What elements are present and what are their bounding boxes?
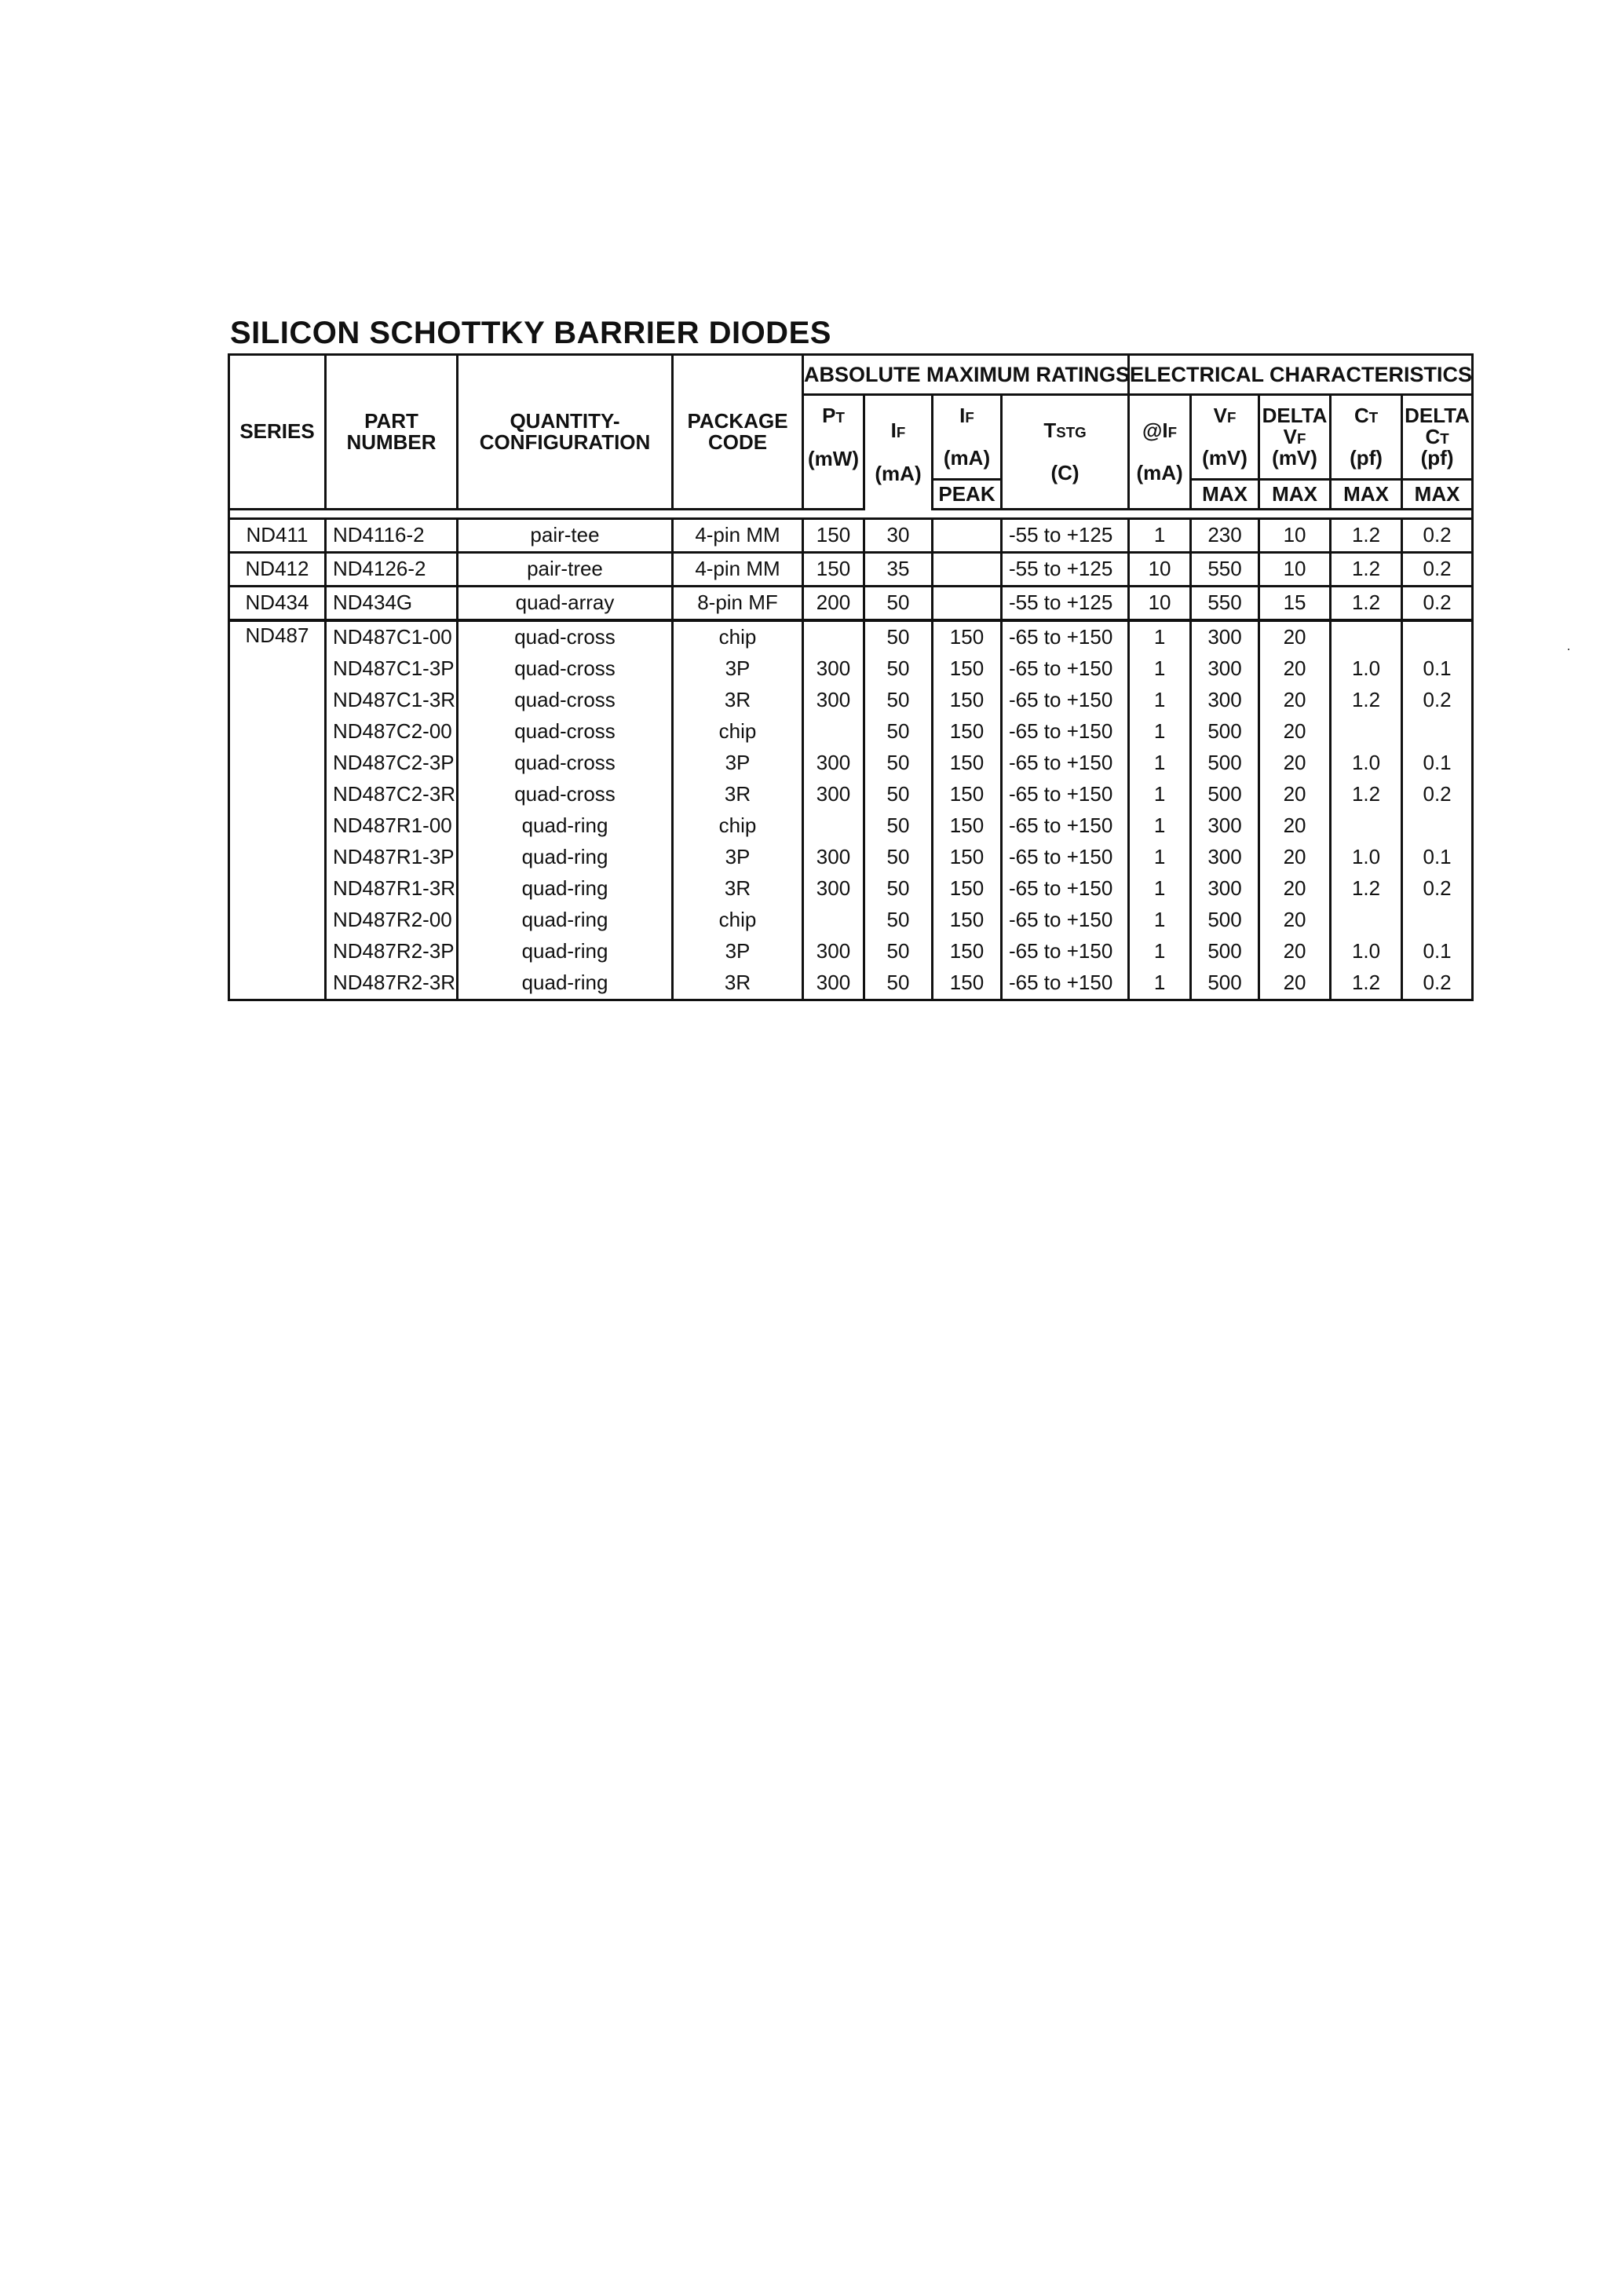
cell-at-if: 1 (1129, 905, 1191, 936)
cell-delta-ct: 0.1 (1402, 842, 1473, 873)
cell-tstg: -55 to +125 (1002, 553, 1129, 587)
cell-at-if: 10 (1129, 553, 1191, 587)
cell-part: ND487C1-00 (326, 620, 458, 653)
cell-delta-ct (1402, 716, 1473, 748)
cell-delta-vf: 20 (1259, 653, 1331, 685)
cell-package: chip (673, 905, 803, 936)
cell-tstg: -65 to +150 (1002, 936, 1129, 967)
cell-if-peak: 150 (933, 967, 1002, 1000)
cell-vf: 300 (1191, 653, 1259, 685)
cell-vf: 500 (1191, 967, 1259, 1000)
cell-vf: 500 (1191, 936, 1259, 967)
cell-package: 3P (673, 653, 803, 685)
cell-if-peak: 150 (933, 779, 1002, 810)
cell-vf: 500 (1191, 748, 1259, 779)
table-row (229, 967, 1473, 1000)
cell-pt: 300 (803, 653, 864, 685)
cell-part: ND487C1-3R (326, 685, 458, 716)
header-peak-label: PEAK (933, 480, 1002, 510)
cell-config: quad-array (458, 587, 673, 621)
cell-ct: 1.2 (1331, 553, 1402, 587)
page-title: SILICON SCHOTTKY BARRIER DIODES (230, 316, 831, 350)
cell-ct: 1.2 (1331, 519, 1402, 553)
cell-part: ND487C2-3R (326, 779, 458, 810)
cell-if: 50 (864, 620, 933, 653)
table-row (229, 587, 1473, 621)
cell-pt (803, 905, 864, 936)
cell-if: 50 (864, 653, 933, 685)
cell-at-if: 1 (1129, 873, 1191, 905)
table-row (229, 810, 1473, 842)
cell-if: 50 (864, 873, 933, 905)
cell-delta-vf: 20 (1259, 873, 1331, 905)
cell-part: ND487C2-3P (326, 748, 458, 779)
cell-if-peak: 150 (933, 873, 1002, 905)
cell-package: 3R (673, 685, 803, 716)
cell-pt: 150 (803, 519, 864, 553)
cell-if: 50 (864, 685, 933, 716)
cell-part: ND4126-2 (326, 553, 458, 587)
cell-package: 3R (673, 873, 803, 905)
cell-if-peak: 150 (933, 620, 1002, 653)
cell-ct: 1.2 (1331, 779, 1402, 810)
cell-if-peak (933, 553, 1002, 587)
cell-vf: 300 (1191, 873, 1259, 905)
cell-vf: 300 (1191, 685, 1259, 716)
cell-delta-vf: 15 (1259, 587, 1331, 621)
cell-if-peak: 150 (933, 842, 1002, 873)
header-vf-max: MAX (1191, 480, 1259, 510)
cell-delta-ct: 0.1 (1402, 653, 1473, 685)
cell-config: pair-tree (458, 553, 673, 587)
cell-vf: 500 (1191, 716, 1259, 748)
cell-vf: 300 (1191, 842, 1259, 873)
cell-if: 50 (864, 716, 933, 748)
cell-delta-ct: 0.2 (1402, 967, 1473, 1000)
cell-delta-ct: 0.1 (1402, 748, 1473, 779)
table-row (229, 620, 1473, 653)
header-delta-vf: DELTA VF (mV) (1259, 395, 1331, 480)
table-row (229, 553, 1473, 587)
cell-if-peak: 150 (933, 936, 1002, 967)
cell-config: quad-cross (458, 748, 673, 779)
header-delta-ct-max: MAX (1402, 480, 1473, 510)
cell-tstg: -65 to +150 (1002, 905, 1129, 936)
cell-part: ND487R1-00 (326, 810, 458, 842)
cell-delta-vf: 20 (1259, 810, 1331, 842)
cell-tstg: -65 to +150 (1002, 748, 1129, 779)
cell-vf: 500 (1191, 905, 1259, 936)
cell-tstg: -65 to +150 (1002, 653, 1129, 685)
group-header-electrical: ELECTRICAL CHARACTERISTICS (1129, 355, 1473, 395)
cell-delta-vf: 20 (1259, 716, 1331, 748)
header-if-peak: IF (mA) (933, 395, 1002, 480)
cell-tstg: -65 to +150 (1002, 873, 1129, 905)
scan-speck (1568, 649, 1569, 650)
cell-at-if: 1 (1129, 685, 1191, 716)
cell-tstg: -65 to +150 (1002, 967, 1129, 1000)
cell-package: 3P (673, 936, 803, 967)
header-if: IF (mA) (864, 395, 933, 510)
header-pt-blank (803, 480, 864, 510)
cell-if: 30 (864, 519, 933, 553)
cell-at-if: 1 (1129, 842, 1191, 873)
cell-if-peak (933, 587, 1002, 621)
cell-at-if: 1 (1129, 620, 1191, 653)
cell-delta-vf: 20 (1259, 967, 1331, 1000)
cell-delta-ct (1402, 620, 1473, 653)
cell-pt: 300 (803, 779, 864, 810)
cell-ct: 1.0 (1331, 936, 1402, 967)
cell-part: ND487R1-3P (326, 842, 458, 873)
cell-tstg: -65 to +150 (1002, 620, 1129, 653)
table-row (229, 716, 1473, 748)
cell-tstg: -65 to +150 (1002, 842, 1129, 873)
cell-config: quad-ring (458, 810, 673, 842)
cell-if: 50 (864, 810, 933, 842)
cell-delta-ct: 0.2 (1402, 553, 1473, 587)
cell-delta-vf: 20 (1259, 905, 1331, 936)
cell-pt: 300 (803, 842, 864, 873)
header-series: SERIES (229, 355, 326, 510)
cell-ct: 1.0 (1331, 842, 1402, 873)
cell-if-peak: 150 (933, 685, 1002, 716)
cell-ct: 1.0 (1331, 748, 1402, 779)
cell-package: chip (673, 810, 803, 842)
table-row (229, 842, 1473, 873)
cell-vf: 300 (1191, 620, 1259, 653)
cell-delta-vf: 20 (1259, 842, 1331, 873)
cell-ct: 1.2 (1331, 587, 1402, 621)
cell-config: quad-ring (458, 967, 673, 1000)
cell-part: ND487C2-00 (326, 716, 458, 748)
header-ct: CT (pf) (1331, 395, 1402, 480)
cell-if: 50 (864, 842, 933, 873)
cell-delta-ct: 0.2 (1402, 779, 1473, 810)
cell-at-if: 10 (1129, 587, 1191, 621)
cell-tstg: -55 to +125 (1002, 519, 1129, 553)
header-part-number: PART NUMBER (326, 355, 458, 510)
cell-config: quad-cross (458, 685, 673, 716)
cell-package: 4-pin MM (673, 519, 803, 553)
cell-part: ND487R1-3R (326, 873, 458, 905)
cell-package: 8-pin MF (673, 587, 803, 621)
cell-series: ND412 (229, 553, 326, 587)
cell-delta-vf: 20 (1259, 620, 1331, 653)
cell-if: 50 (864, 936, 933, 967)
cell-config: quad-cross (458, 779, 673, 810)
cell-tstg: -65 to +150 (1002, 685, 1129, 716)
cell-part: ND487C1-3P (326, 653, 458, 685)
header-configuration: QUANTITY- CONFIGURATION (458, 355, 673, 510)
cell-pt (803, 716, 864, 748)
table-row (229, 685, 1473, 716)
cell-delta-ct (1402, 810, 1473, 842)
cell-package: 4-pin MM (673, 553, 803, 587)
table-row (229, 748, 1473, 779)
cell-ct: 1.2 (1331, 967, 1402, 1000)
cell-at-if: 1 (1129, 810, 1191, 842)
cell-ct: 1.2 (1331, 685, 1402, 716)
cell-config: pair-tee (458, 519, 673, 553)
cell-if: 50 (864, 967, 933, 1000)
cell-delta-vf: 20 (1259, 936, 1331, 967)
cell-package: 3R (673, 967, 803, 1000)
cell-part: ND487R2-3P (326, 936, 458, 967)
cell-vf: 550 (1191, 553, 1259, 587)
cell-at-if: 1 (1129, 653, 1191, 685)
cell-ct: 1.2 (1331, 873, 1402, 905)
table-row (229, 936, 1473, 967)
cell-if: 35 (864, 553, 933, 587)
cell-at-if: 1 (1129, 779, 1191, 810)
cell-at-if: 1 (1129, 519, 1191, 553)
cell-delta-ct: 0.2 (1402, 587, 1473, 621)
cell-if-peak: 150 (933, 716, 1002, 748)
cell-config: quad-ring (458, 842, 673, 873)
header-tstg: TSTG (C) (1002, 395, 1129, 510)
cell-config: quad-ring (458, 905, 673, 936)
cell-pt: 200 (803, 587, 864, 621)
cell-at-if: 1 (1129, 748, 1191, 779)
header-delta-vf-max: MAX (1259, 480, 1331, 510)
cell-delta-vf: 20 (1259, 748, 1331, 779)
cell-pt: 300 (803, 967, 864, 1000)
group-header-absolute-max: ABSOLUTE MAXIMUM RATINGS (803, 355, 1129, 395)
cell-package: 3P (673, 842, 803, 873)
cell-tstg: -65 to +150 (1002, 716, 1129, 748)
cell-delta-vf: 20 (1259, 779, 1331, 810)
cell-package: 3P (673, 748, 803, 779)
cell-delta-ct: 0.2 (1402, 519, 1473, 553)
cell-at-if: 1 (1129, 716, 1191, 748)
diode-spec-table (228, 353, 1474, 1001)
cell-if-peak: 150 (933, 810, 1002, 842)
cell-delta-ct: 0.2 (1402, 873, 1473, 905)
cell-if-peak: 150 (933, 653, 1002, 685)
cell-delta-ct: 0.1 (1402, 936, 1473, 967)
cell-if-peak (933, 519, 1002, 553)
header-at-if: @IF (mA) (1129, 395, 1191, 510)
cell-part: ND487R2-00 (326, 905, 458, 936)
cell-ct: 1.0 (1331, 653, 1402, 685)
cell-vf: 550 (1191, 587, 1259, 621)
cell-pt: 150 (803, 553, 864, 587)
cell-ct (1331, 905, 1402, 936)
cell-series: ND434 (229, 587, 326, 621)
cell-tstg: -55 to +125 (1002, 587, 1129, 621)
cell-config: quad-cross (458, 620, 673, 653)
cell-config: quad-ring (458, 873, 673, 905)
cell-tstg: -65 to +150 (1002, 779, 1129, 810)
cell-pt (803, 620, 864, 653)
cell-package: chip (673, 716, 803, 748)
table-row (229, 653, 1473, 685)
cell-series: ND411 (229, 519, 326, 553)
table-row (229, 519, 1473, 553)
cell-tstg: -65 to +150 (1002, 810, 1129, 842)
cell-delta-vf: 10 (1259, 553, 1331, 587)
cell-pt: 300 (803, 748, 864, 779)
cell-if: 50 (864, 587, 933, 621)
cell-delta-ct: 0.2 (1402, 685, 1473, 716)
cell-pt: 300 (803, 685, 864, 716)
header-package-code: PACKAGE CODE (673, 355, 803, 510)
cell-ct (1331, 716, 1402, 748)
cell-config: quad-ring (458, 936, 673, 967)
table-row (229, 779, 1473, 810)
table-row (229, 905, 1473, 936)
cell-part: ND4116-2 (326, 519, 458, 553)
cell-pt: 300 (803, 873, 864, 905)
cell-if: 50 (864, 905, 933, 936)
table-row (229, 873, 1473, 905)
cell-config: quad-cross (458, 653, 673, 685)
cell-package: 3R (673, 779, 803, 810)
cell-ct (1331, 620, 1402, 653)
cell-vf: 500 (1191, 779, 1259, 810)
cell-at-if: 1 (1129, 967, 1191, 1000)
cell-vf: 230 (1191, 519, 1259, 553)
cell-if-peak: 150 (933, 748, 1002, 779)
cell-if: 50 (864, 779, 933, 810)
cell-package: chip (673, 620, 803, 653)
cell-if: 50 (864, 748, 933, 779)
cell-vf: 300 (1191, 810, 1259, 842)
cell-pt (803, 810, 864, 842)
cell-part: ND487R2-3R (326, 967, 458, 1000)
cell-pt: 300 (803, 936, 864, 967)
cell-delta-vf: 20 (1259, 685, 1331, 716)
cell-part: ND434G (326, 587, 458, 621)
header-vf: VF (mV) (1191, 395, 1259, 480)
cell-delta-ct (1402, 905, 1473, 936)
header-ct-max: MAX (1331, 480, 1402, 510)
cell-config: quad-cross (458, 716, 673, 748)
cell-delta-vf: 10 (1259, 519, 1331, 553)
cell-if-peak: 150 (933, 905, 1002, 936)
cell-series: ND487 (229, 620, 326, 1000)
header-pt: PT (mW) (803, 395, 864, 480)
cell-at-if: 1 (1129, 936, 1191, 967)
cell-ct (1331, 810, 1402, 842)
header-delta-ct: DELTA CT (pf) (1402, 395, 1473, 480)
